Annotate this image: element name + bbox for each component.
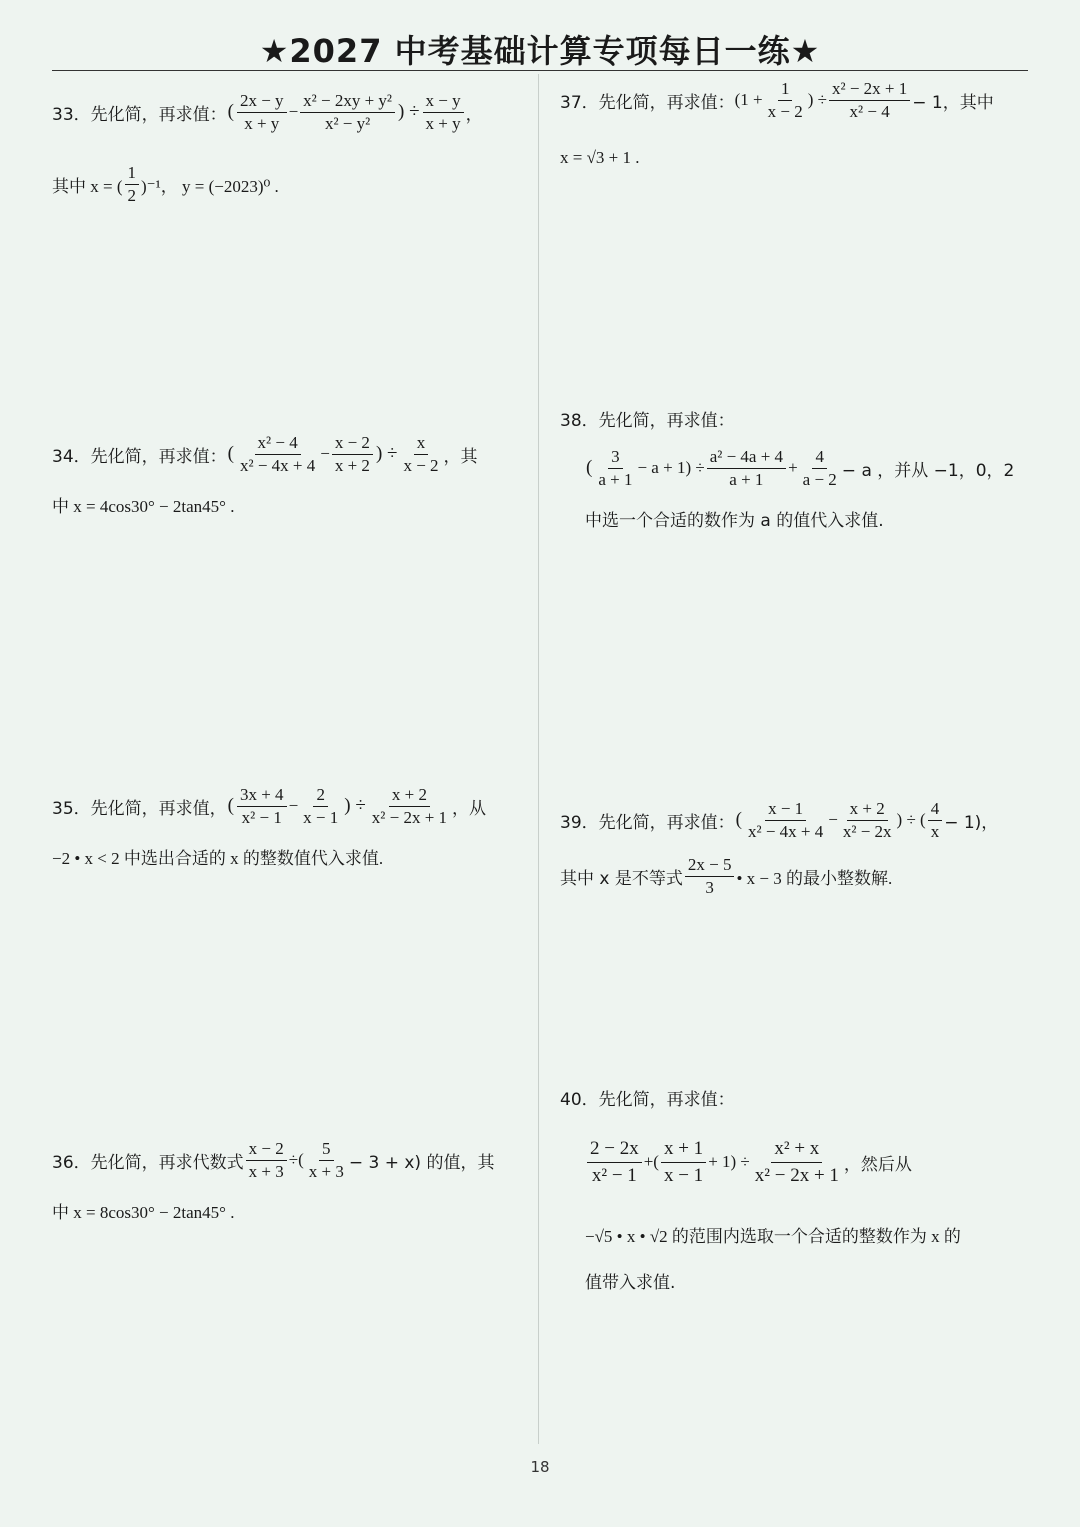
fraction: $\frac{\text{x² + x}}{\text{x² − 2x + 1}}$ [754,1137,839,1186]
problem-37-condition: x = √3 + 1 . [560,148,640,167]
fraction: $\frac{4}{x}$ [928,799,943,842]
fraction: $\frac{3}{a + 1}$ [598,446,633,489]
problem-33-label: 33．先化简，再求值： [52,104,227,125]
fraction: $\frac{2x - y}{x + y}$ [237,91,287,134]
problem-39-condition: 其中 x 是不等式 [560,868,683,889]
problem-40-range: −√5 • x • √2 的范围内选取一个合适的整数作为 x 的 [585,1226,961,1246]
fraction: $\frac{x - 2}{x + 2}$ [332,433,373,476]
problem-37-label: 37．先化简，再求值： [560,92,735,113]
problem-40-end: 值带入求值. [585,1272,676,1293]
fraction: $\frac{x + 2}{\text{x² − 2x + 1}}$ [371,784,448,827]
problem-38-condition: 中选一个合适的数作为 a 的值代入求值. [585,510,884,531]
fraction: $\frac{1}{2}$ [125,163,140,206]
title-underline [52,70,1028,71]
problem-34-label: 34．先化简，再求值： [52,446,227,467]
fraction: $\frac{1}{x - 2}$ [767,78,803,121]
fraction: $\frac{\text{a² − 4a + 4}}{a + 1}$ [707,447,786,490]
fraction: $\frac{2x - 5}{3}$ [685,855,735,898]
problem-35-label: 35．先化简，再求值， [52,798,227,819]
fraction: $\frac{\text{x² − 4}}{\text{x² − 4x + 4}}$ [239,432,316,475]
fraction: $\frac{\text{x² − 2x + 1}}{\text{x² − 4}}$ [829,79,910,122]
fraction: $\frac{\text{x² − 2xy + y²}}{\text{x² − y²}}$ [300,91,395,134]
fraction: $\frac{x - 1}{\text{x² − 4x + 4}}$ [747,798,824,841]
page-title: ★2027 中考基础计算专项每日一练★ [259,32,821,70]
fraction: $\frac{x + 2}{\text{x² − 2x}}$ [842,798,892,841]
problem-34-condition: 中 x = 4cos30° − 2tan45° . [52,496,235,516]
problem-39-label: 39．先化简，再求值： [560,812,735,833]
fraction: $\frac{x + 1}{x - 1}$ [661,1137,706,1188]
problem-36-condition: 中 x = 8cos30° − 2tan45° . [52,1202,235,1222]
fraction: $\frac{x - y}{x + y}$ [423,91,464,134]
fraction: $\frac{x}{x - 2}$ [403,432,439,475]
fraction: $\frac{3x + 4}{\text{x² − 1}}$ [237,785,287,828]
page-number: 18 [530,1458,550,1476]
problem-35-condition: −2 • x < 2 中选出合适的 x 的整数值代入求值. [52,848,384,868]
problem-36-label: 36．先化简，再求代数式 [52,1152,244,1173]
column-divider [538,74,539,1444]
problem-38-label: 38．先化简，再求值： [560,410,735,431]
problem-33-condition: 其中 x = ( [52,176,123,196]
fraction: $\frac{2 - 2x}{\text{x² − 1}}$ [587,1137,642,1188]
fraction: $\frac{5}{x + 3}$ [308,1138,344,1181]
fraction: $\frac{4}{a - 2}$ [802,446,837,489]
fraction: $\frac{x - 2}{x + 3}$ [246,1139,287,1182]
problem-40-label: 40．先化简，再求值： [560,1089,735,1110]
fraction: $\frac{2}{x - 1}$ [303,784,339,827]
